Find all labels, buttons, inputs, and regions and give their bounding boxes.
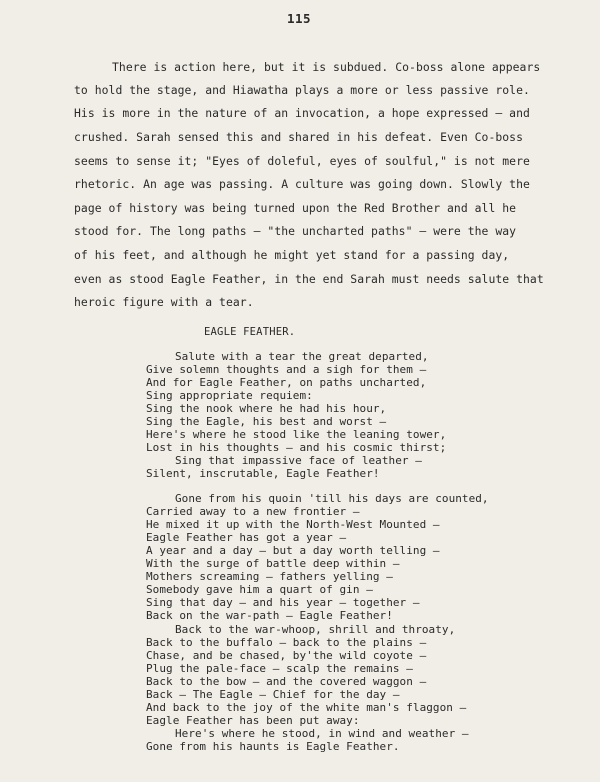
poem-line: A year and a day — but a day worth telling —: [146, 544, 440, 557]
poem-line: Plug the pale-face — scalp the remains —: [146, 662, 413, 675]
poem-line: Gone from his haunts is Eagle Feather.: [146, 740, 400, 753]
poem-line: Chase, and be chased, by'the wild coyote —: [146, 649, 427, 662]
poem-line: Sing the Eagle, his best and worst —: [146, 415, 387, 428]
poem-line: Sing the nook where he had his hour,: [146, 402, 387, 415]
poem-line: Somebody gave him a quart of gin —: [146, 583, 373, 596]
poem-line: Gone from his quoin 'till his days are counted,: [175, 492, 489, 505]
prose-line: There is action here, but it is subdued. Co-boss alone appears: [112, 60, 541, 74]
poem-line: Back — The Eagle — Chief for the day —: [146, 688, 400, 701]
prose-line: even as stood Eagle Feather, in the end Sarah must needs salute that: [74, 272, 544, 286]
poem-line: Here's where he stood, in wind and weather —: [175, 727, 469, 740]
poem-line: Carried away to a new frontier —: [146, 505, 360, 518]
poem-line: And for Eagle Feather, on paths uncharted,: [146, 376, 427, 389]
poem-line: Back to the buffalo — back to the plains —: [146, 636, 427, 649]
poem-line: Give solemn thoughts and a sigh for them —: [146, 363, 427, 376]
poem-line: Eagle Feather has been put away:: [146, 714, 360, 727]
poem-line: And back to the joy of the white man's flaggon —: [146, 701, 467, 714]
poem-line: Back to the war-whoop, shrill and throaty,: [175, 623, 456, 636]
prose-line: rhetoric. An age was passing. A culture was going down. Slowly the: [74, 177, 530, 191]
poem-line: Back to the bow — and the covered waggon —: [146, 675, 427, 688]
poem-line: Mothers screaming — fathers yelling —: [146, 570, 393, 583]
poem-line: Sing that day — and his year — together —: [146, 596, 420, 609]
prose-line: crushed. Sarah sensed this and shared in his defeat. Even Co-boss: [74, 130, 524, 144]
page-number: 115: [287, 11, 312, 26]
poem-line: Sing appropriate requiem:: [146, 389, 313, 402]
prose-line: heroic figure with a tear.: [74, 295, 254, 309]
prose-line: seems to sense it; "Eyes of doleful, eyes of soulful," is not mere: [74, 154, 530, 168]
poem-line: Silent, inscrutable, Eagle Feather!: [146, 467, 380, 480]
poem-line: Back on the war-path — Eagle Feather!: [146, 609, 393, 622]
prose-line: stood for. The long paths — "the uncharted paths" — were the way: [74, 224, 517, 238]
poem-title: EAGLE FEATHER.: [204, 326, 296, 338]
poem-line: Here's where he stood like the leaning tower,: [146, 428, 447, 441]
poem-line: Eagle Feather has got a year —: [146, 531, 347, 544]
prose-line: page of history was being turned upon the Red Brother and all he: [74, 201, 517, 215]
poem-line: Sing that impassive face of leather —: [175, 454, 422, 467]
prose-line: to hold the stage, and Hiawatha plays a more or less passive role.: [74, 83, 530, 97]
poem-line: Lost in his thoughts — and his cosmic thirst;: [146, 441, 447, 454]
poem-line: He mixed it up with the North-West Mounted —: [146, 518, 440, 531]
poem-line: Salute with a tear the great departed,: [175, 350, 429, 363]
prose-line: His is more in the nature of an invocation, a hope expressed — and: [74, 106, 530, 120]
prose-line: of his feet, and although he might yet stand for a passing day,: [74, 248, 510, 262]
poem-line: With the surge of battle deep within —: [146, 557, 400, 570]
